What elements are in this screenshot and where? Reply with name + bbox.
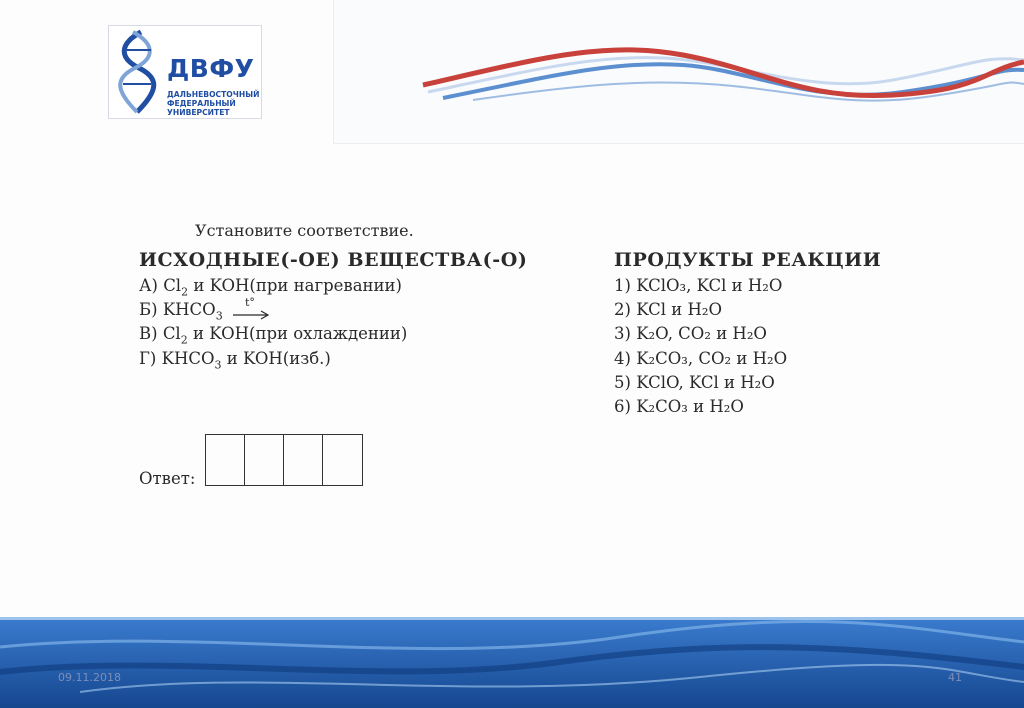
item-label: Г) <box>139 348 157 368</box>
reactants-list <box>139 274 407 371</box>
list-item <box>614 322 787 346</box>
formula-subscript: 3 <box>215 309 223 323</box>
heating-label: t° <box>244 295 255 309</box>
list-item <box>614 298 787 322</box>
item-label: 1) <box>614 276 631 295</box>
products-heading: ПРОДУКТЫ РЕАКЦИИ <box>614 249 882 271</box>
answer-cell[interactable] <box>206 435 245 485</box>
item-text: KClO₃, KCl и H₂O <box>636 276 783 295</box>
page-number: 41 <box>948 671 962 684</box>
answer-grid <box>205 434 363 486</box>
item-text: K₂CO₃, CO₂ и H₂O <box>636 348 788 368</box>
list-item <box>614 274 787 298</box>
list-item <box>139 322 407 346</box>
formula-part: и KOH(при охлаждении) <box>187 324 408 344</box>
list-item <box>614 371 787 395</box>
logo-title: ДВФУ <box>167 54 255 83</box>
footer-date: 09.11.2018 <box>58 671 121 684</box>
list-item <box>614 395 787 419</box>
item-label: 2) <box>614 300 631 320</box>
formula-subscript: 2 <box>181 285 189 299</box>
item-label: 4) <box>614 348 631 368</box>
answer-cell[interactable] <box>284 435 323 485</box>
logo-subtitle-line: ФЕДЕРАЛЬНЫЙ <box>167 99 236 108</box>
list-item <box>614 347 787 371</box>
formula-subscript: 2 <box>180 333 188 347</box>
formula-part: KHCO <box>161 348 215 368</box>
formula-part: и KOH(при нагревании) <box>188 276 402 295</box>
university-logo <box>108 25 262 119</box>
item-text: KCl и H₂O <box>636 300 722 320</box>
task-instruction: Установите соответствие. <box>195 221 414 240</box>
reactants-heading: ИСХОДНЫЕ(-ОЕ) ВЕЩЕСТВА(-О) <box>139 249 528 271</box>
item-label: В) <box>139 324 158 344</box>
products-list <box>614 274 787 419</box>
list-item <box>139 274 407 298</box>
header-waves <box>333 0 1024 143</box>
formula-part: KHCO <box>162 300 216 320</box>
item-text: K₂O, CO₂ и H₂O <box>636 324 767 344</box>
formula-subscript: 3 <box>214 357 222 371</box>
dna-helix-icon <box>111 28 167 116</box>
reaction-arrow <box>232 295 270 318</box>
formula-part: Cl <box>162 324 181 344</box>
item-label: 3) <box>614 324 631 344</box>
item-label: 6) <box>614 396 631 416</box>
answer-cell[interactable] <box>323 435 362 485</box>
item-label: 5) <box>614 372 631 392</box>
item-label: Б) <box>139 300 158 320</box>
item-text: KClO, KCl и H₂O <box>636 372 775 392</box>
list-item <box>139 347 407 371</box>
logo-subtitle-line: ДАЛЬНЕВОСТОЧНЫЙ <box>167 90 260 99</box>
formula-part: Cl <box>163 276 182 295</box>
item-label: А) <box>139 276 158 295</box>
answer-cell[interactable] <box>245 435 284 485</box>
answer-label: Ответ: <box>139 469 196 488</box>
logo-subtitle-line: УНИВЕРСИТЕТ <box>167 108 230 117</box>
formula-part: и KOH(изб.) <box>221 348 331 368</box>
item-text: K₂CO₃ и H₂O <box>636 396 744 416</box>
footer-waves <box>0 617 1024 708</box>
list-item <box>139 295 407 323</box>
